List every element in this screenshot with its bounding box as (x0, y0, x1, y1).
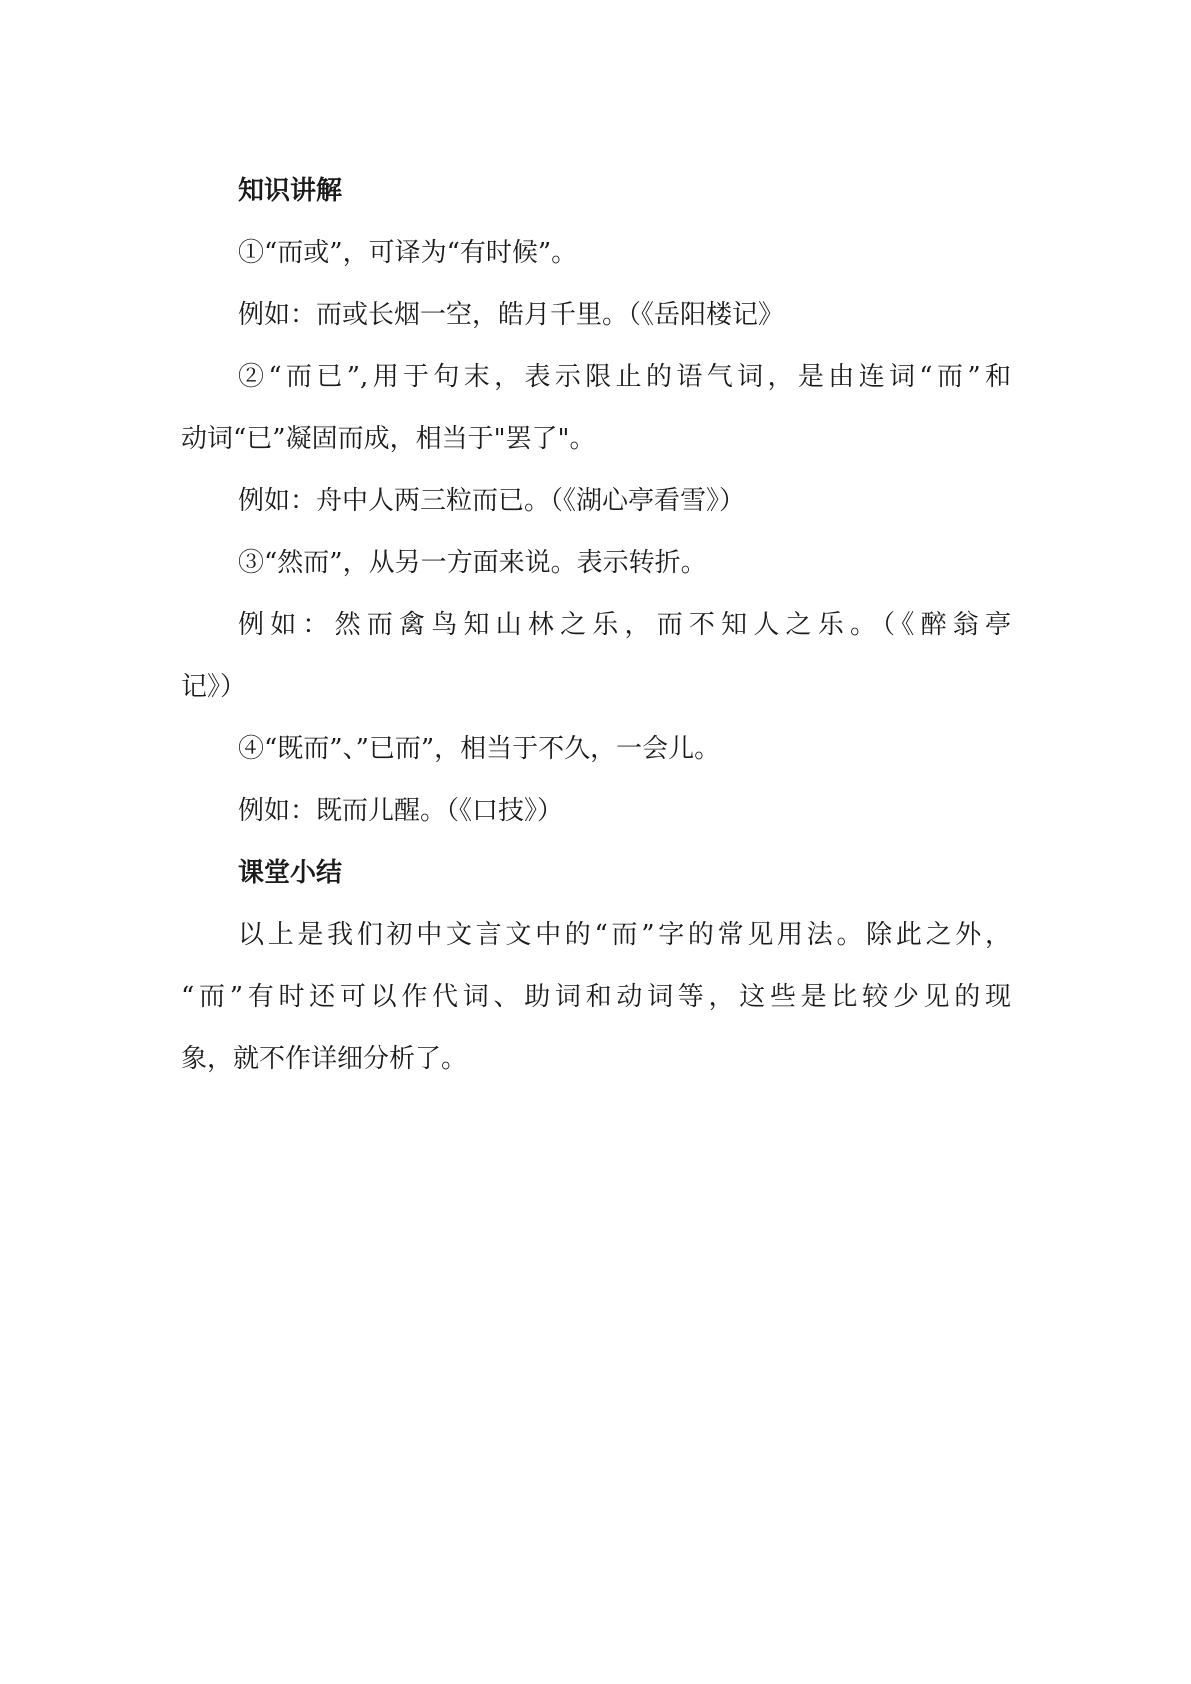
item-3-definition: ③“然而”，从另一方面来说。表示转折。 (238, 548, 707, 578)
item-2-example: 例如：舟中人两三粒而已。（《湖心亭看雪》） (238, 486, 746, 516)
item-3-example-line-2: 记》） (181, 672, 247, 702)
item-1-example: 例如：而或长烟一空，皓月千里。（《岳阳楼记》 (238, 300, 785, 330)
item-3-example-line-1: 例如：然而禽鸟知山林之乐，而不知人之乐。（《醉翁亭 (238, 610, 1011, 640)
item-2-definition-line-2: 动词“已”凝固而成，相当于"罢了"。 (181, 424, 596, 454)
summary-paragraph-line-2: “而”有时还可以作代词、助词和动词等，这些是比较少见的现 (181, 982, 1011, 1012)
item-4-example: 例如：既而儿醒。（《口技》） (238, 796, 564, 826)
summary-paragraph-line-3: 象，就不作详细分析了。 (181, 1044, 468, 1074)
item-2-definition-line-1: ②“而已”,用于句末，表示限止的语气词，是由连词“而”和 (238, 362, 1011, 392)
section-heading-summary: 课堂小结 (238, 858, 343, 888)
document-body (181, 168, 1011, 1098)
item-1-definition: ①“而或”，可译为“有时候”。 (238, 238, 578, 268)
section-heading-knowledge: 知识讲解 (238, 176, 343, 206)
item-4-definition: ④“既而”、”已而”，相当于不久，一会儿。 (238, 734, 721, 764)
summary-paragraph-line-1: 以上是我们初中文言文中的“而”字的常见用法。除此之外， (238, 920, 1011, 950)
